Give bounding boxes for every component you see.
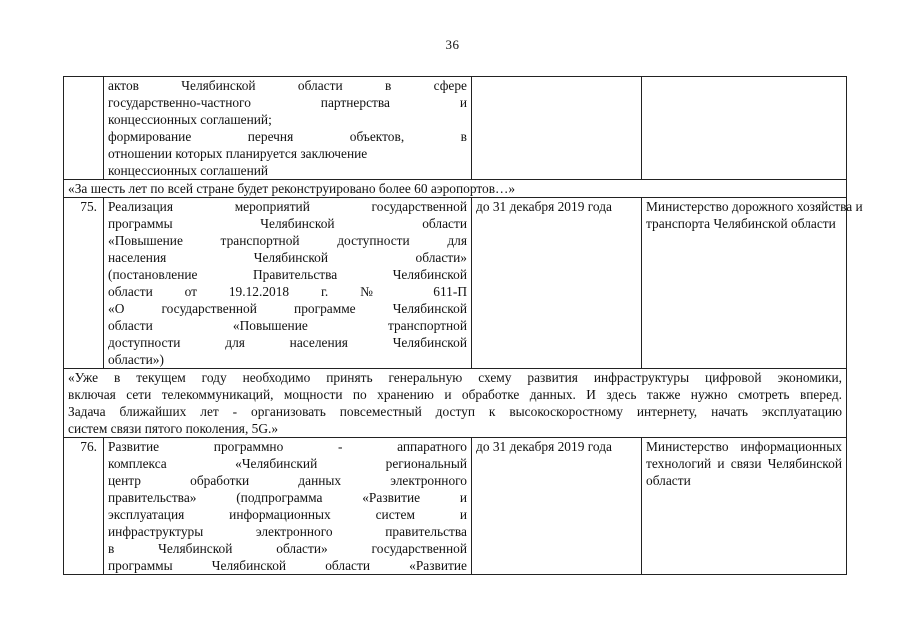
deadline-text: до 31 декабря 2019 года (476, 439, 612, 454)
quote-cell (64, 369, 847, 438)
measures-table (63, 76, 863, 575)
quote-line: «Уже в текущем году необходимо принять генеральную схему развития инфраструктуры цифровой экономики, (68, 370, 842, 385)
description-line: «Повышение транспортной доступности для (108, 233, 467, 248)
responsible-line: области (646, 473, 691, 488)
description-line: концессионных соглашений (108, 163, 269, 178)
description-line: (постановление Правительства Челябинской (108, 267, 467, 282)
table-row-quote (64, 180, 847, 198)
description-line: правительства» (подпрограмма «Развитие и (108, 490, 467, 505)
description-line: «О государственной программе Челябинской (108, 301, 467, 316)
description-line: концессионных соглашений; (108, 112, 272, 127)
table-row-75 (64, 198, 847, 369)
description-line: центр обработки данных электронного (108, 473, 467, 488)
deadline-text: до 31 декабря 2019 года (476, 199, 612, 214)
quote-line: включая сети телекоммуникаций, мощности по хранению и обработке данных. И здесь также нужно смотреть вперед. (68, 387, 842, 402)
deadline-cell (472, 438, 642, 575)
quote-cell (64, 180, 847, 198)
description-line: области от 19.12.2018 г. № 611-П (108, 284, 467, 299)
quote-line: систем связи пятого поколения, 5G.» (68, 421, 279, 436)
table-row-76 (64, 438, 847, 575)
description-line: программы Челябинской области (108, 216, 467, 231)
table-row-quote (64, 369, 847, 438)
deadline-cell (472, 198, 642, 369)
description-line: государственно-частного партнерства и (108, 95, 467, 110)
description-line: населения Челябинской области» (108, 250, 467, 265)
responsible-line: технологий и связи Челябинской (646, 456, 842, 471)
description-line: области») (108, 352, 164, 367)
description-line: отношении которых планируется заключение (108, 146, 368, 161)
responsible-cell (642, 438, 847, 575)
description-line: комплекса «Челябинский региональный (108, 456, 467, 471)
page-number: 36 (445, 37, 460, 52)
responsible-line: транспорта Челябинской области (646, 216, 836, 231)
deadline-cell-empty (472, 77, 642, 180)
description-cell (104, 77, 472, 180)
responsible-cell-empty (642, 77, 847, 180)
responsible-cell (642, 198, 863, 369)
quote-line: Задача ближайших лет - организовать повсеместный доступ к высокоскоростному интернету, начать эксплуатацию (68, 404, 842, 419)
number-cell: 75. (64, 198, 104, 369)
number-cell-empty (64, 77, 104, 180)
description-line: в Челябинской области» государственной (108, 541, 467, 556)
responsible-line: Министерство дорожного хозяйства и (646, 199, 863, 214)
description-line: инфраструктуры электронного правительства (108, 524, 467, 539)
table-row-continuation (64, 77, 847, 180)
number-cell: 76. (64, 438, 104, 575)
description-line: программы Челябинской области «Развитие (108, 558, 467, 573)
description-line: Реализация мероприятий государственной (108, 199, 467, 214)
description-line: доступности для населения Челябинской (108, 335, 467, 350)
description-line: области «Повышение транспортной (108, 318, 467, 333)
description-line: актов Челябинской области в сфере (108, 78, 467, 93)
description-line: формирование перечня объектов, в (108, 129, 467, 144)
description-cell (104, 438, 472, 575)
description-line: Развитие программно - аппаратного (108, 439, 467, 454)
quote-text: «За шесть лет по всей стране будет реконструировано более 60 аэропортов…» (68, 181, 516, 196)
description-line: эксплуатация информационных систем и (108, 507, 467, 522)
description-cell (104, 198, 472, 369)
responsible-line: Министерство информационных (646, 439, 842, 454)
